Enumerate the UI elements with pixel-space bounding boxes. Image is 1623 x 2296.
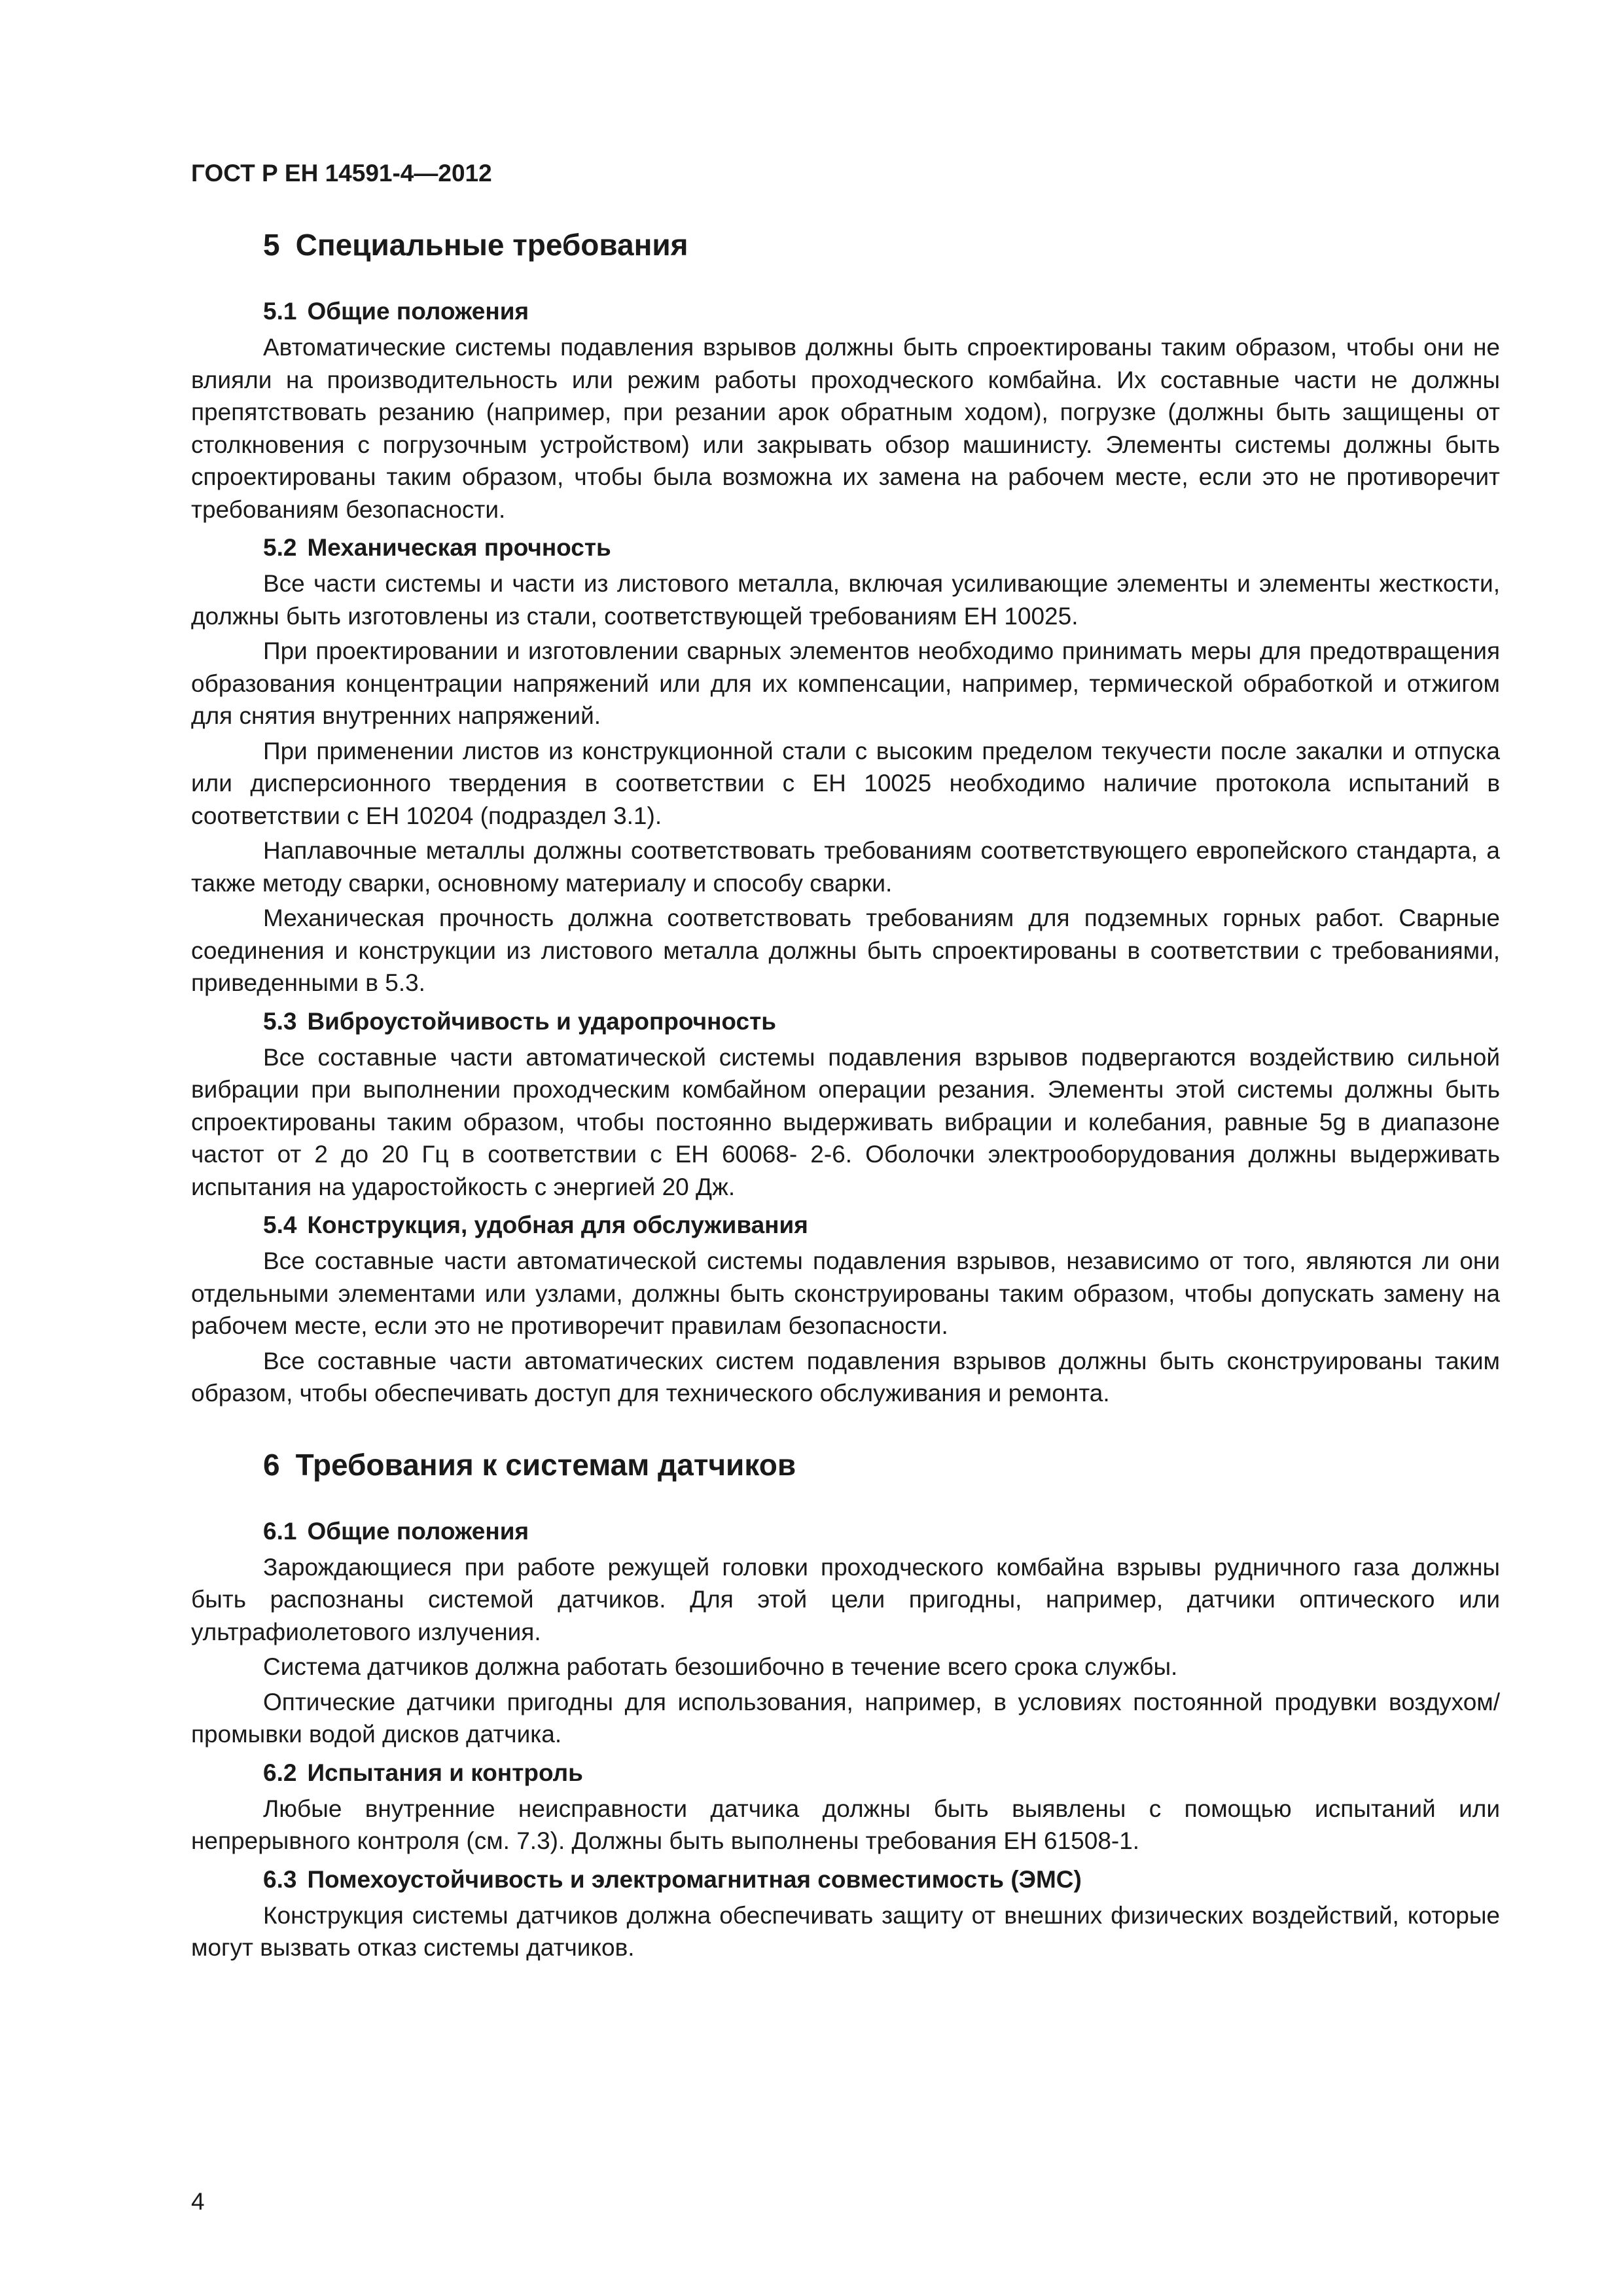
- subsection-6-3: [191, 1864, 1500, 1964]
- paragraph: Наплавочные металлы должны соответствовать требованиям соответствующего европейского стандарта, а также методу сварки, основному материалу и способу сварки.: [191, 837, 1500, 897]
- paragraph: Зарождающиеся при работе режущей головки проходческого комбайна взрывы рудничного газа должны быть распознаны системой датчиков. Для этой цели пригодны, например, датчики оптического или ультрафиолетового излучения.: [191, 1553, 1500, 1645]
- subsection-5-1: [191, 296, 1500, 526]
- subsection-heading: [263, 1516, 1500, 1547]
- subsection-number: 5.1: [263, 298, 297, 325]
- subsection-6-1: [191, 1516, 1500, 1751]
- paragraph: Автоматические системы подавления взрывов должны быть спроектированы таким образом, чтобы они не влияли на производительность или режим работы проходческого комбайна. Их составные части не должны препятствовать резанию (например, при резании арок обратным ходом), погрузке (должны быть защищены от столкновения с погрузочным устройством) или закрывать обзор машинисту. Элементы системы должны быть спроектированы таким образом, чтобы была возможна их замена на рабочем месте, если это не противоречит требованиям безопасности.: [191, 334, 1500, 523]
- document-page: [191, 157, 1500, 1971]
- paragraph: Конструкция системы датчиков должна обеспечивать защиту от внешних физических воздействий, которые могут вызвать отказ системы датчиков.: [191, 1901, 1500, 1961]
- subsection-title: Испытания и контроль: [307, 1759, 583, 1786]
- paragraph: Любые внутренние неисправности датчика должны быть выявлены с помощью испытаний или непрерывного контроля (см. 7.3). Должны быть выполнены требования ЕН 61508-1.: [191, 1795, 1500, 1854]
- subsection-title: Помехоустойчивость и электромагнитная совместимость (ЭМС): [307, 1865, 1082, 1893]
- paragraph: Механическая прочность должна соответствовать требованиям для подземных горных работ. Сварные соединения и конструкции из листового металла должны быть спроектированы в соответствии с требованиями, приведенными в 5.3.: [191, 905, 1500, 996]
- subsection-heading: [263, 1864, 1500, 1895]
- subsection-number: 5.4: [263, 1211, 297, 1238]
- subsection-heading: [263, 1210, 1500, 1241]
- subsection-heading: [263, 532, 1500, 564]
- subsection-heading: [263, 296, 1500, 327]
- subsection-heading: [263, 1757, 1500, 1789]
- section-title: Требования к системам датчиков: [295, 1447, 796, 1482]
- subsection-heading: [263, 1006, 1500, 1037]
- paragraph: Все составные части автоматической системы подавления взрывов подвергаются воздействию сильной вибрации при выполнении проходческим комбайном операции резания. Элементы этой системы должны быть спроектированы таким образом, чтобы постоянно выдерживать вибрации и колебания, равные 5g в диапазоне частот от 2 до 20 Гц в соответствии с ЕН 60068- 2-6. Оболочки электрооборудования должны выдерживать испытания на ударостойкость с энергией 20 Дж.: [191, 1043, 1500, 1200]
- section-title: Специальные требования: [295, 228, 688, 262]
- paragraph: Оптические датчики пригодны для использования, например, в условиях постоянной продувки воздухом/промывки водой дисков датчика.: [191, 1688, 1500, 1748]
- paragraph: Все составные части автоматических систем подавления взрывов должны быть сконструированы таким образом, чтобы обеспечивать доступ для технического обслуживания и ремонта.: [191, 1347, 1500, 1407]
- paragraph: Все составные части автоматической системы подавления взрывов, независимо от того, являются ли они отдельными элементами или узлами, должны быть сконструированы таким образом, чтобы допускать замену на рабочем месте, если это не противоречит правилам безопасности.: [191, 1247, 1500, 1339]
- section-heading: [263, 1445, 1500, 1484]
- subsection-title: Общие положения: [307, 298, 529, 325]
- page-number: 4: [191, 2188, 205, 2215]
- paragraph: При применении листов из конструкционной стали с высоким пределом текучести после закалки и отпуска или дисперсионного твердения в соответствии с ЕН 10025 необходимо наличие протокола испытаний в соответствии с ЕН 10204 (подраздел 3.1).: [191, 737, 1500, 829]
- section-number: 5: [263, 228, 280, 262]
- paragraph: Система датчиков должна работать безошибочно в течение всего срока службы.: [263, 1653, 1178, 1680]
- paragraph: При проектировании и изготовлении сварных элементов необходимо принимать меры для предотвращения образования концентрации напряжений или для их компенсации, например, термической обработкой и отжигом для снятия внутренних напряжений.: [191, 637, 1500, 729]
- section-heading: [263, 225, 1500, 264]
- subsection-number: 6.2: [263, 1759, 297, 1786]
- subsection-number: 5.2: [263, 534, 297, 561]
- section-6: [191, 1445, 1500, 1964]
- subsection-number: 5.3: [263, 1007, 297, 1035]
- section-number: 6: [263, 1447, 280, 1482]
- subsection-5-3: [191, 1006, 1500, 1204]
- subsection-title: Конструкция, удобная для обслуживания: [307, 1211, 808, 1238]
- document-header: ГОСТ Р ЕН 14591-4—2012: [191, 160, 492, 187]
- section-5: [191, 225, 1500, 1410]
- subsection-title: Виброустойчивость и ударопрочность: [307, 1007, 776, 1035]
- subsection-number: 6.3: [263, 1865, 297, 1893]
- subsection-number: 6.1: [263, 1517, 297, 1545]
- subsection-6-2: [191, 1757, 1500, 1857]
- subsection-5-4: [191, 1210, 1500, 1410]
- paragraph: Все части системы и части из листового металла, включая усиливающие элементы и элементы жесткости, должны быть изготовлены из стали, соответствующей требованиям ЕН 10025.: [191, 570, 1500, 630]
- subsection-title: Механическая прочность: [307, 534, 611, 561]
- subsection-5-2: [191, 532, 1500, 999]
- subsection-title: Общие положения: [307, 1517, 529, 1545]
